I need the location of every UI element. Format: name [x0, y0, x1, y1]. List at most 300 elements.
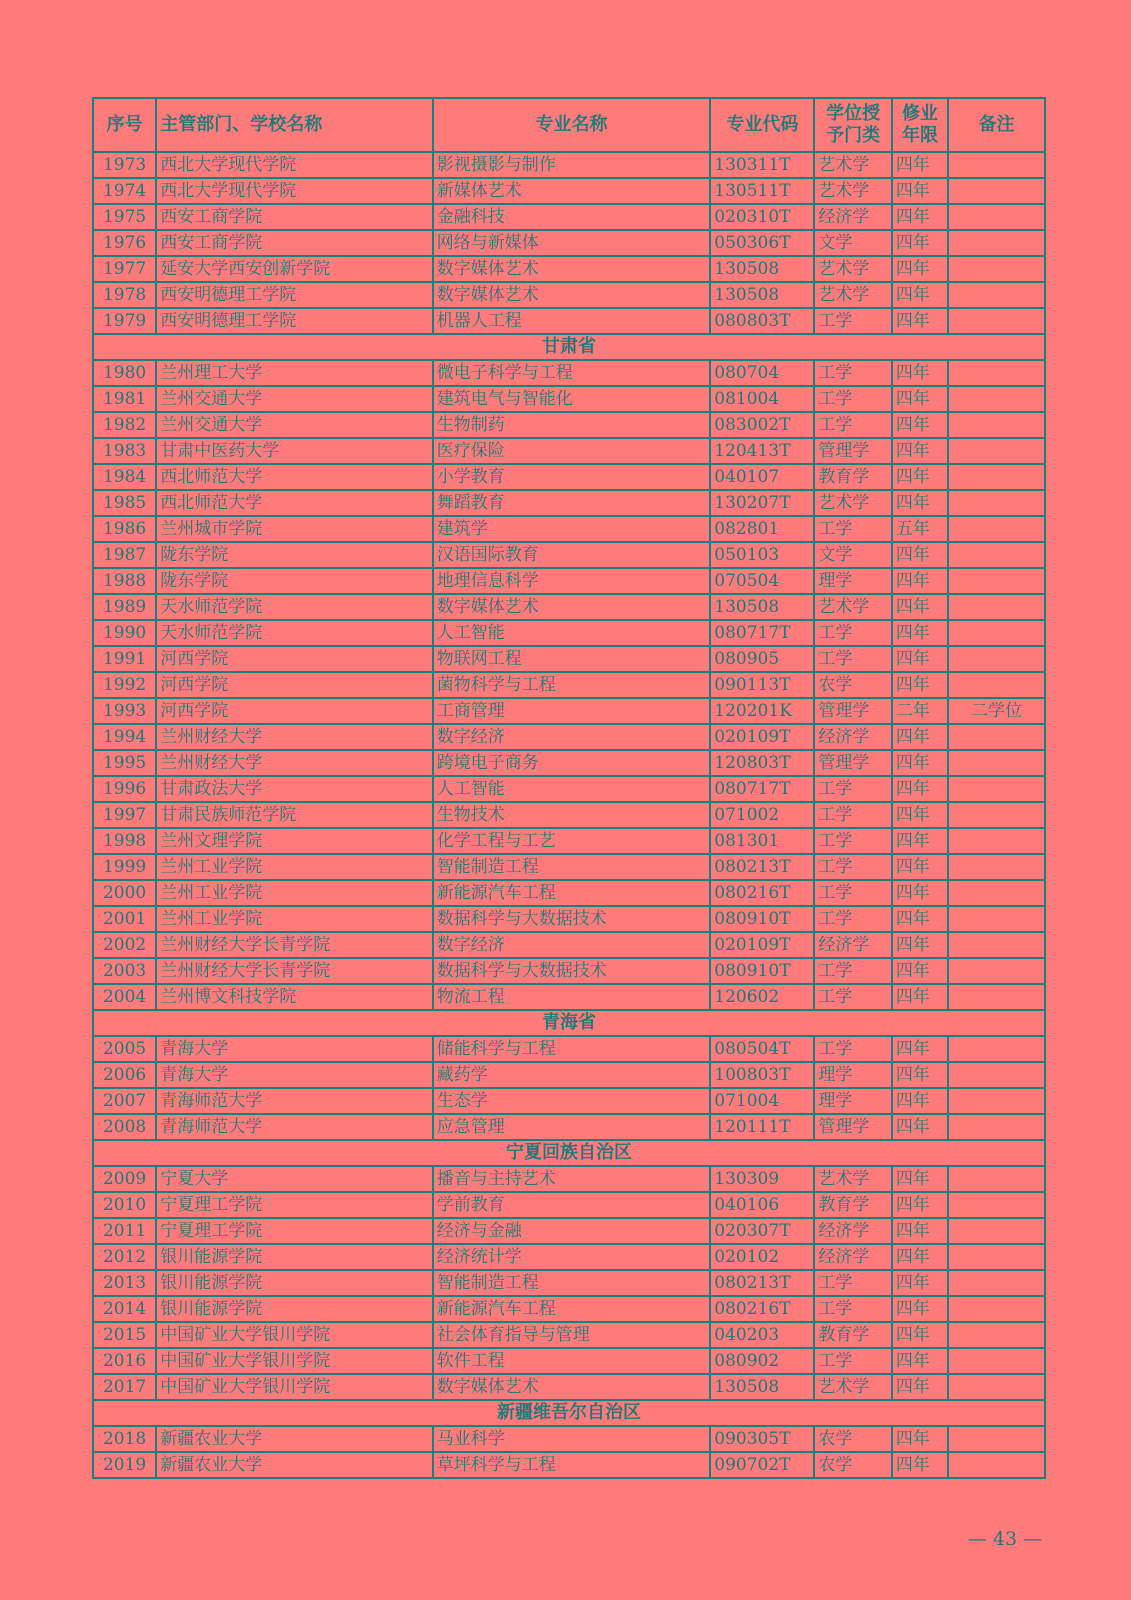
cell-degree: 艺术学 — [814, 256, 892, 282]
cell-school: 西安工商学院 — [156, 204, 433, 230]
cell-remark — [948, 1426, 1045, 1452]
cell-degree: 教育学 — [814, 464, 892, 490]
cell-duration: 四年 — [892, 412, 948, 438]
cell-code: 080704 — [710, 360, 814, 386]
cell-duration: 四年 — [892, 178, 948, 204]
cell-remark — [948, 724, 1045, 750]
header-index: 序号 — [93, 98, 156, 152]
cell-index: 1988 — [93, 568, 156, 594]
cell-degree: 工学 — [814, 412, 892, 438]
cell-index: 2002 — [93, 932, 156, 958]
cell-code: 080910T — [710, 958, 814, 984]
table-row — [93, 932, 1045, 958]
cell-school: 西北师范大学 — [156, 490, 433, 516]
table-row — [93, 906, 1045, 932]
cell-index: 2010 — [93, 1192, 156, 1218]
cell-duration: 四年 — [892, 1348, 948, 1374]
table-row — [93, 1192, 1045, 1218]
cell-school: 兰州城市学院 — [156, 516, 433, 542]
cell-degree: 艺术学 — [814, 594, 892, 620]
province-heading: 甘肃省 — [93, 334, 1045, 360]
cell-degree: 管理学 — [814, 438, 892, 464]
cell-school: 甘肃中医药大学 — [156, 438, 433, 464]
cell-school: 宁夏理工学院 — [156, 1218, 433, 1244]
cell-major: 新媒体艺术 — [433, 178, 711, 204]
cell-school: 兰州财经大学长青学院 — [156, 932, 433, 958]
cell-major: 地理信息科学 — [433, 568, 711, 594]
cell-index: 1993 — [93, 698, 156, 724]
cell-duration: 四年 — [892, 724, 948, 750]
cell-duration: 四年 — [892, 854, 948, 880]
cell-degree: 艺术学 — [814, 1374, 892, 1400]
cell-school: 兰州理工大学 — [156, 360, 433, 386]
cell-remark — [948, 1218, 1045, 1244]
cell-school: 兰州工业学院 — [156, 880, 433, 906]
cell-remark — [948, 1452, 1045, 1478]
cell-school: 兰州工业学院 — [156, 854, 433, 880]
table-row — [93, 1452, 1045, 1478]
cell-school: 中国矿业大学银川学院 — [156, 1322, 433, 1348]
cell-remark — [948, 776, 1045, 802]
cell-code: 090113T — [710, 672, 814, 698]
cell-index: 2006 — [93, 1062, 156, 1088]
cell-index: 2001 — [93, 906, 156, 932]
cell-duration: 四年 — [892, 958, 948, 984]
cell-code: 120803T — [710, 750, 814, 776]
table-row — [93, 958, 1045, 984]
cell-degree: 工学 — [814, 1296, 892, 1322]
cell-major: 经济统计学 — [433, 1244, 711, 1270]
cell-remark — [948, 542, 1045, 568]
cell-degree: 工学 — [814, 776, 892, 802]
cell-index: 2008 — [93, 1114, 156, 1140]
cell-duration: 四年 — [892, 776, 948, 802]
header-remark: 备注 — [948, 98, 1045, 152]
cell-code: 120201K — [710, 698, 814, 724]
cell-degree: 经济学 — [814, 204, 892, 230]
cell-remark — [948, 646, 1045, 672]
cell-major: 数字经济 — [433, 932, 711, 958]
cell-code: 083002T — [710, 412, 814, 438]
cell-major: 数字媒体艺术 — [433, 256, 711, 282]
cell-index: 2004 — [93, 984, 156, 1010]
cell-major: 人工智能 — [433, 620, 711, 646]
cell-duration: 四年 — [892, 594, 948, 620]
table-row — [93, 880, 1045, 906]
majors-table — [92, 97, 1046, 1479]
table-row — [93, 1374, 1045, 1400]
cell-duration: 四年 — [892, 1270, 948, 1296]
cell-duration: 四年 — [892, 1114, 948, 1140]
cell-code: 130207T — [710, 490, 814, 516]
cell-remark — [948, 984, 1045, 1010]
cell-major: 数据科学与大数据技术 — [433, 906, 711, 932]
cell-major: 影视摄影与制作 — [433, 152, 711, 178]
cell-degree: 艺术学 — [814, 152, 892, 178]
cell-major: 人工智能 — [433, 776, 711, 802]
cell-index: 2011 — [93, 1218, 156, 1244]
cell-remark — [948, 958, 1045, 984]
cell-index: 2013 — [93, 1270, 156, 1296]
cell-remark — [948, 1192, 1045, 1218]
cell-major: 生态学 — [433, 1088, 711, 1114]
table-row — [93, 854, 1045, 880]
cell-duration: 四年 — [892, 438, 948, 464]
cell-major: 数字媒体艺术 — [433, 282, 711, 308]
table-row — [93, 802, 1045, 828]
table-row — [93, 568, 1045, 594]
cell-duration: 四年 — [892, 750, 948, 776]
cell-duration: 四年 — [892, 308, 948, 334]
cell-degree: 农学 — [814, 1426, 892, 1452]
cell-code: 040106 — [710, 1192, 814, 1218]
cell-index: 1978 — [93, 282, 156, 308]
cell-school: 延安大学西安创新学院 — [156, 256, 433, 282]
table-row — [93, 698, 1045, 724]
cell-remark — [948, 256, 1045, 282]
cell-code: 130309 — [710, 1166, 814, 1192]
cell-index: 1974 — [93, 178, 156, 204]
cell-remark — [948, 464, 1045, 490]
cell-duration: 四年 — [892, 1088, 948, 1114]
cell-school: 兰州文理学院 — [156, 828, 433, 854]
cell-remark — [948, 1166, 1045, 1192]
header-code: 专业代码 — [710, 98, 814, 152]
cell-degree: 经济学 — [814, 932, 892, 958]
cell-duration: 四年 — [892, 490, 948, 516]
cell-code: 080717T — [710, 776, 814, 802]
cell-major: 藏药学 — [433, 1062, 711, 1088]
table-row — [93, 178, 1045, 204]
cell-school: 天水师范学院 — [156, 620, 433, 646]
cell-index: 1980 — [93, 360, 156, 386]
cell-index: 1990 — [93, 620, 156, 646]
cell-remark — [948, 1348, 1045, 1374]
table-row — [93, 438, 1045, 464]
cell-school: 西北大学现代学院 — [156, 152, 433, 178]
table-row — [93, 1296, 1045, 1322]
cell-degree: 教育学 — [814, 1322, 892, 1348]
cell-index: 1992 — [93, 672, 156, 698]
cell-degree: 农学 — [814, 672, 892, 698]
cell-major: 草坪科学与工程 — [433, 1452, 711, 1478]
cell-school: 兰州财经大学长青学院 — [156, 958, 433, 984]
cell-degree: 艺术学 — [814, 282, 892, 308]
cell-major: 舞蹈教育 — [433, 490, 711, 516]
cell-remark: 二学位 — [948, 698, 1045, 724]
cell-school: 宁夏大学 — [156, 1166, 433, 1192]
cell-school: 青海师范大学 — [156, 1088, 433, 1114]
cell-code: 020102 — [710, 1244, 814, 1270]
cell-school: 兰州交通大学 — [156, 412, 433, 438]
cell-remark — [948, 230, 1045, 256]
cell-degree: 工学 — [814, 854, 892, 880]
cell-index: 1995 — [93, 750, 156, 776]
cell-remark — [948, 1296, 1045, 1322]
cell-major: 数据科学与大数据技术 — [433, 958, 711, 984]
cell-major: 应急管理 — [433, 1114, 711, 1140]
cell-code: 120413T — [710, 438, 814, 464]
cell-code: 050103 — [710, 542, 814, 568]
cell-index: 2000 — [93, 880, 156, 906]
cell-degree: 工学 — [814, 1348, 892, 1374]
cell-remark — [948, 308, 1045, 334]
cell-school: 青海大学 — [156, 1062, 433, 1088]
cell-duration: 四年 — [892, 984, 948, 1010]
cell-degree: 工学 — [814, 802, 892, 828]
cell-code: 080216T — [710, 1296, 814, 1322]
cell-school: 陇东学院 — [156, 542, 433, 568]
cell-duration: 四年 — [892, 672, 948, 698]
cell-code: 020109T — [710, 932, 814, 958]
cell-degree: 工学 — [814, 386, 892, 412]
cell-index: 1985 — [93, 490, 156, 516]
table-row — [93, 1114, 1045, 1140]
cell-degree: 艺术学 — [814, 178, 892, 204]
cell-remark — [948, 594, 1045, 620]
cell-degree: 管理学 — [814, 750, 892, 776]
cell-index: 1991 — [93, 646, 156, 672]
cell-code: 020310T — [710, 204, 814, 230]
cell-remark — [948, 1374, 1045, 1400]
cell-school: 银川能源学院 — [156, 1270, 433, 1296]
cell-degree: 工学 — [814, 1036, 892, 1062]
cell-school: 青海师范大学 — [156, 1114, 433, 1140]
header-degree: 学位授 予门类 — [814, 98, 892, 152]
table-row — [93, 204, 1045, 230]
cell-duration: 四年 — [892, 1426, 948, 1452]
cell-remark — [948, 620, 1045, 646]
cell-major: 网络与新媒体 — [433, 230, 711, 256]
cell-duration: 四年 — [892, 256, 948, 282]
cell-major: 社会体育指导与管理 — [433, 1322, 711, 1348]
cell-degree: 经济学 — [814, 724, 892, 750]
cell-duration: 四年 — [892, 1218, 948, 1244]
cell-code: 080213T — [710, 854, 814, 880]
cell-duration: 四年 — [892, 360, 948, 386]
cell-code: 130311T — [710, 152, 814, 178]
table-row — [93, 490, 1045, 516]
cell-duration: 四年 — [892, 464, 948, 490]
province-row — [93, 1400, 1045, 1426]
cell-duration: 二年 — [892, 698, 948, 724]
cell-code: 080717T — [710, 620, 814, 646]
cell-code: 130508 — [710, 282, 814, 308]
cell-index: 1984 — [93, 464, 156, 490]
cell-code: 130508 — [710, 256, 814, 282]
cell-duration: 四年 — [892, 1062, 948, 1088]
cell-duration: 五年 — [892, 516, 948, 542]
cell-remark — [948, 568, 1045, 594]
cell-degree: 工学 — [814, 828, 892, 854]
cell-code: 070504 — [710, 568, 814, 594]
cell-remark — [948, 932, 1045, 958]
cell-major: 数字经济 — [433, 724, 711, 750]
cell-major: 医疗保险 — [433, 438, 711, 464]
cell-duration: 四年 — [892, 1036, 948, 1062]
cell-school: 陇东学院 — [156, 568, 433, 594]
cell-degree: 工学 — [814, 516, 892, 542]
cell-index: 1994 — [93, 724, 156, 750]
table-row — [93, 594, 1045, 620]
cell-degree: 教育学 — [814, 1192, 892, 1218]
cell-remark — [948, 854, 1045, 880]
cell-school: 西安工商学院 — [156, 230, 433, 256]
cell-degree: 经济学 — [814, 1244, 892, 1270]
cell-degree: 工学 — [814, 984, 892, 1010]
province-row — [93, 334, 1045, 360]
cell-major: 新能源汽车工程 — [433, 880, 711, 906]
cell-duration: 四年 — [892, 802, 948, 828]
cell-duration: 四年 — [892, 230, 948, 256]
cell-duration: 四年 — [892, 568, 948, 594]
cell-index: 1989 — [93, 594, 156, 620]
table-row — [93, 672, 1045, 698]
cell-remark — [948, 1088, 1045, 1114]
cell-index: 1999 — [93, 854, 156, 880]
cell-major: 智能制造工程 — [433, 854, 711, 880]
cell-duration: 四年 — [892, 646, 948, 672]
table-row — [93, 282, 1045, 308]
cell-code: 120602 — [710, 984, 814, 1010]
cell-index: 1979 — [93, 308, 156, 334]
cell-duration: 四年 — [892, 932, 948, 958]
cell-school: 银川能源学院 — [156, 1296, 433, 1322]
table-row — [93, 1426, 1045, 1452]
table-row — [93, 360, 1045, 386]
cell-remark — [948, 1322, 1045, 1348]
cell-school: 兰州财经大学 — [156, 750, 433, 776]
cell-school: 兰州博文科技学院 — [156, 984, 433, 1010]
cell-school: 河西学院 — [156, 698, 433, 724]
cell-degree: 管理学 — [814, 1114, 892, 1140]
cell-index: 2017 — [93, 1374, 156, 1400]
cell-degree: 工学 — [814, 620, 892, 646]
table-row — [93, 646, 1045, 672]
table-row — [93, 386, 1045, 412]
cell-index: 1975 — [93, 204, 156, 230]
cell-major: 小学教育 — [433, 464, 711, 490]
cell-index: 1973 — [93, 152, 156, 178]
cell-remark — [948, 750, 1045, 776]
cell-code: 090702T — [710, 1452, 814, 1478]
cell-degree: 文学 — [814, 542, 892, 568]
cell-code: 020307T — [710, 1218, 814, 1244]
cell-degree: 艺术学 — [814, 1166, 892, 1192]
cell-index: 2007 — [93, 1088, 156, 1114]
cell-degree: 工学 — [814, 360, 892, 386]
table-row — [93, 1062, 1045, 1088]
cell-school: 西北师范大学 — [156, 464, 433, 490]
table-row — [93, 984, 1045, 1010]
cell-duration: 四年 — [892, 1192, 948, 1218]
cell-code: 040203 — [710, 1322, 814, 1348]
cell-degree: 工学 — [814, 1270, 892, 1296]
cell-remark — [948, 1062, 1045, 1088]
table-header-row — [93, 98, 1045, 152]
cell-index: 2019 — [93, 1452, 156, 1478]
cell-index: 2015 — [93, 1322, 156, 1348]
cell-degree: 工学 — [814, 308, 892, 334]
cell-major: 跨境电子商务 — [433, 750, 711, 776]
cell-school: 银川能源学院 — [156, 1244, 433, 1270]
cell-school: 中国矿业大学银川学院 — [156, 1374, 433, 1400]
cell-duration: 四年 — [892, 1244, 948, 1270]
cell-duration: 四年 — [892, 152, 948, 178]
cell-index: 1997 — [93, 802, 156, 828]
cell-degree: 文学 — [814, 230, 892, 256]
header-major: 专业名称 — [433, 98, 711, 152]
cell-code: 090305T — [710, 1426, 814, 1452]
cell-remark — [948, 178, 1045, 204]
table-row — [93, 152, 1045, 178]
table-row — [93, 542, 1045, 568]
cell-remark — [948, 152, 1045, 178]
table-row — [93, 1218, 1045, 1244]
cell-degree: 理学 — [814, 1088, 892, 1114]
cell-code: 100803T — [710, 1062, 814, 1088]
table-row — [93, 516, 1045, 542]
cell-major: 建筑学 — [433, 516, 711, 542]
table-row — [93, 1244, 1045, 1270]
cell-degree: 工学 — [814, 906, 892, 932]
cell-index: 1983 — [93, 438, 156, 464]
cell-major: 学前教育 — [433, 1192, 711, 1218]
cell-degree: 管理学 — [814, 698, 892, 724]
cell-degree: 理学 — [814, 568, 892, 594]
cell-duration: 四年 — [892, 620, 948, 646]
cell-code: 080213T — [710, 1270, 814, 1296]
cell-school: 宁夏理工学院 — [156, 1192, 433, 1218]
cell-school: 兰州财经大学 — [156, 724, 433, 750]
cell-duration: 四年 — [892, 906, 948, 932]
cell-school: 新疆农业大学 — [156, 1426, 433, 1452]
table-row — [93, 412, 1045, 438]
cell-major: 马业科学 — [433, 1426, 711, 1452]
table-body — [93, 152, 1045, 1478]
cell-school: 西北大学现代学院 — [156, 178, 433, 204]
cell-remark — [948, 360, 1045, 386]
cell-duration: 四年 — [892, 1296, 948, 1322]
cell-duration: 四年 — [892, 1166, 948, 1192]
cell-code: 081004 — [710, 386, 814, 412]
cell-major: 储能科学与工程 — [433, 1036, 711, 1062]
cell-duration: 四年 — [892, 204, 948, 230]
cell-remark — [948, 1114, 1045, 1140]
cell-duration: 四年 — [892, 828, 948, 854]
cell-code: 130508 — [710, 594, 814, 620]
province-row — [93, 1010, 1045, 1036]
table-row — [93, 1270, 1045, 1296]
cell-remark — [948, 1244, 1045, 1270]
cell-duration: 四年 — [892, 1322, 948, 1348]
cell-code: 130508 — [710, 1374, 814, 1400]
cell-index: 1996 — [93, 776, 156, 802]
cell-duration: 四年 — [892, 880, 948, 906]
cell-remark — [948, 1036, 1045, 1062]
cell-remark — [948, 880, 1045, 906]
cell-school: 甘肃政法大学 — [156, 776, 433, 802]
cell-major: 金融科技 — [433, 204, 711, 230]
cell-school: 青海大学 — [156, 1036, 433, 1062]
cell-index: 1987 — [93, 542, 156, 568]
cell-school: 兰州工业学院 — [156, 906, 433, 932]
cell-school: 兰州交通大学 — [156, 386, 433, 412]
cell-index: 1981 — [93, 386, 156, 412]
cell-remark — [948, 204, 1045, 230]
cell-duration: 四年 — [892, 542, 948, 568]
cell-code: 080504T — [710, 1036, 814, 1062]
